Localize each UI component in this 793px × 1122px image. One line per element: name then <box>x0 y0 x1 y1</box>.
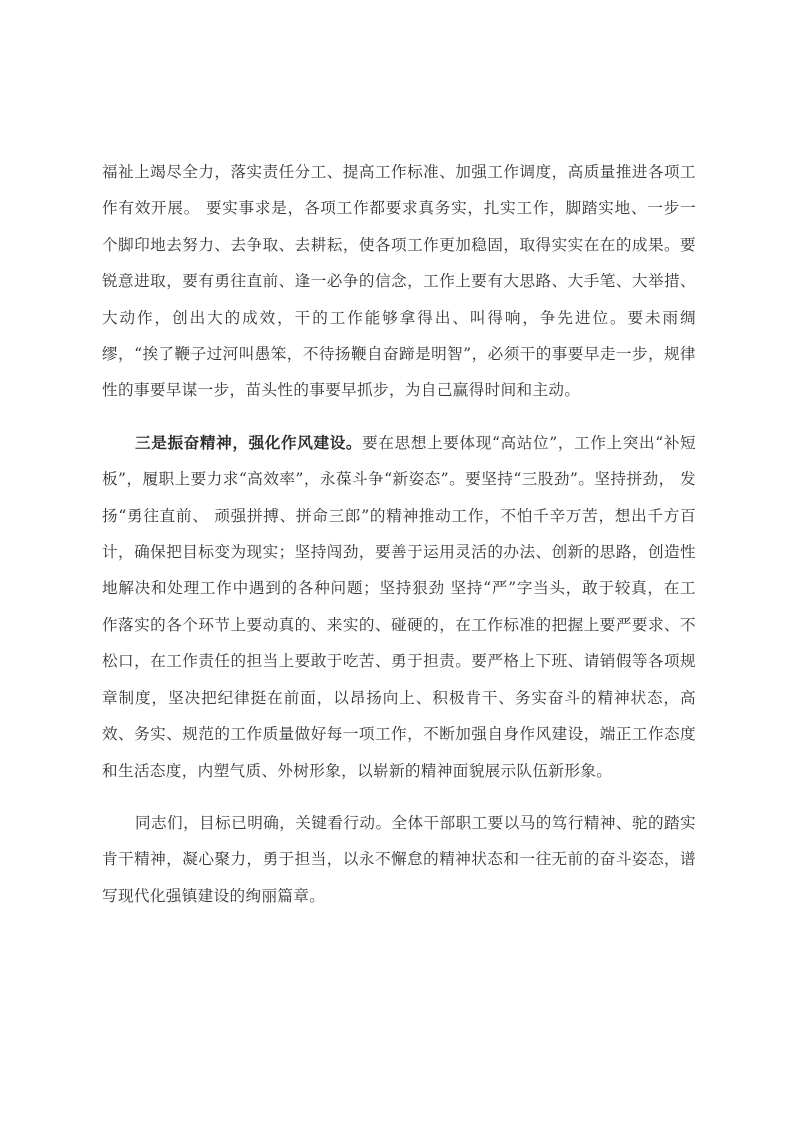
paragraph-work-style <box>102 425 696 789</box>
paragraph-closing: 同志们，目标已明确，关键看行动。全体干部职工要以马的笃行精神、驼的踏实肯干精神，凝心聚力，勇于担当，以永不懈怠的精神状态和一往无前的奋斗姿态，谱写现代化强镇建设的绚丽篇章。 <box>102 813 696 905</box>
paragraph-work-implementation: 福祉上竭尽全力，落实责任分工、提高工作标准、加强工作调度，高质量推进各项工作有效开展。 要实事求是，各项工作都要求真务实，扎实工作，脚踏实地、一步一个脚印地去努力、去争取、去耕耘，使各项工作更加稳固，取得实实在在的成果。要锐意进取，要有勇往直前、逢一必争的信念，工作上要有大思路、大手笔、大举措、大动作，创出大的成效，干的工作能够拿得出、叫得响，争先进位。要未雨绸缪，“挨了鞭子过河叫愚笨，不待扬鞭自奋蹄是明智”，必须干的事要早走一步，规律性的事要早谋一步，苗头性的事要早抓步，为自己赢得时间和主动。 <box>102 163 696 400</box>
section-heading-work-style: 三是振奋精神，强化作风建设。 <box>135 432 363 452</box>
paragraph-work-style-body: 要在思想上要体现“高站位”，工作上突出“补短板”，履职上要力求“高效率”，永葆斗争“新姿态”。要坚持“三股劲”。坚持拼劲， 发扬“勇往直前、 顽强拼搏、拼命三郎”的精神推动工作，不怕千辛万苦，想出千方百计，确保把目标变为现实；坚持闯劲，要善于运用灵活的办法、创新的思路，创造性地解决和处理工作中遇到的各种问题；坚持狠劲 坚持“严”字当头，敢于较真，在工作落实的各个环节上要动真的、来实的、碰硬的，在工作标准的把握上要严要求、不松口，在工作责任的担当上要敢于吃苦、勇于担责。要严格上下班、请销假等各项规章制度，坚决把纪律挺在前面，以昂扬向上、积极肯干、务实奋斗的精神状态，高效、务实、规范的工作质量做好每一项工作，不断加强自身作风建设，端正工作态度和生活态度，内塑气质、外树形象，以崭新的精神面貌展示队伍新形象。 <box>102 433 696 780</box>
document-page <box>102 154 696 914</box>
